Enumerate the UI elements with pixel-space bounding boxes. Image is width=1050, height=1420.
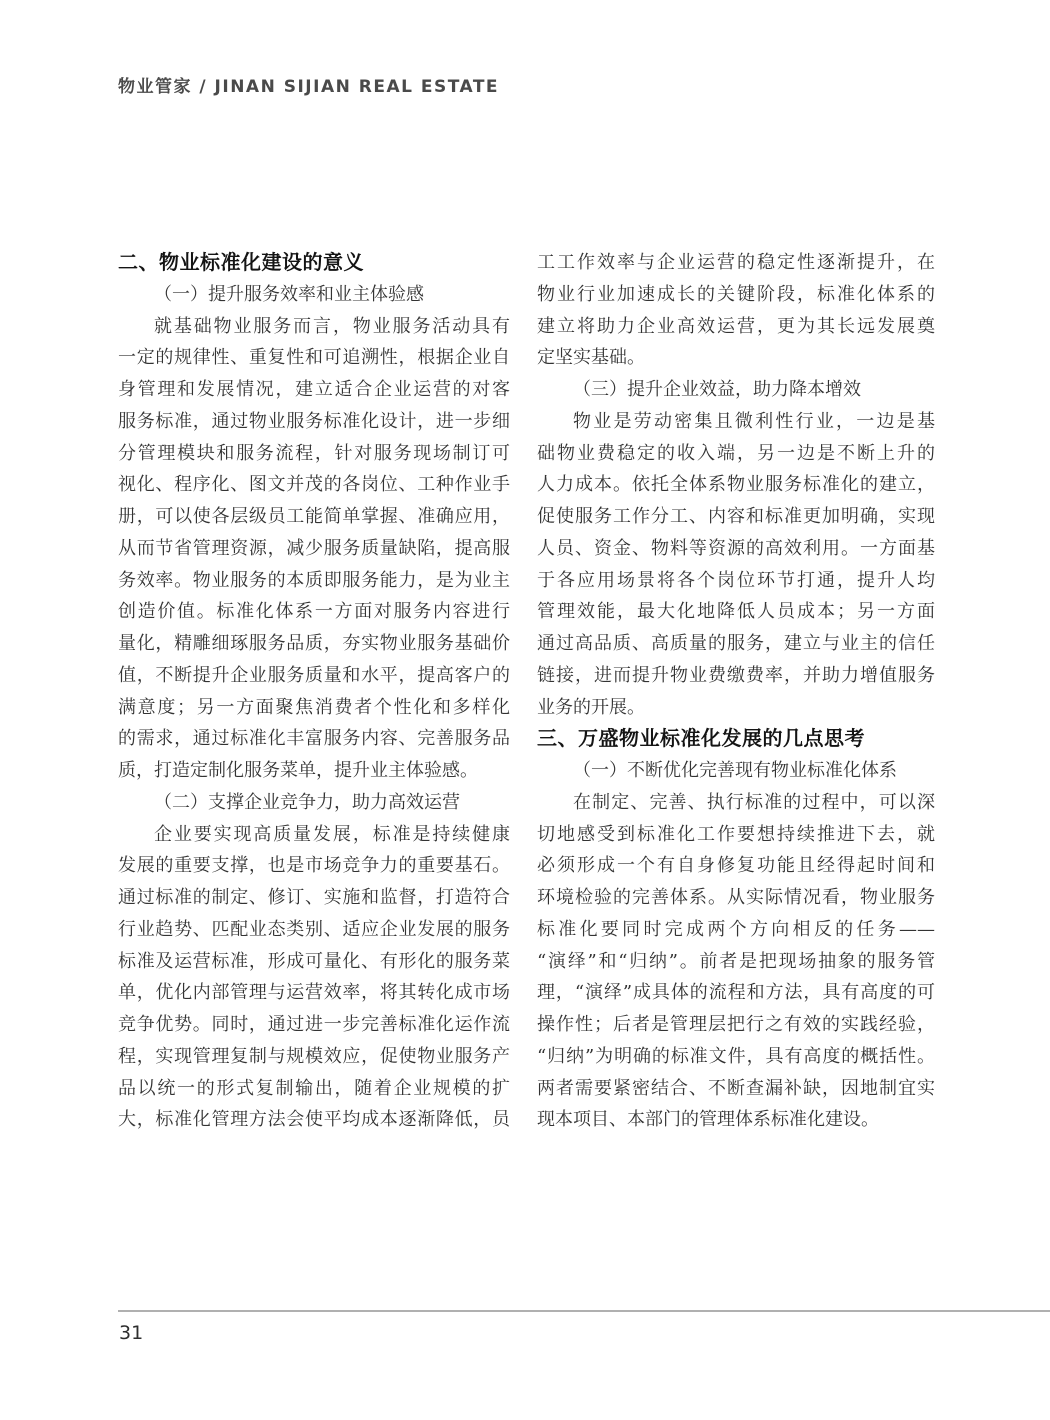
text-line: 切地感受到标准化工作要想持续推进下去，就	[537, 823, 935, 845]
text-line: 标准化要同时完成两个方向相反的任务——	[537, 918, 935, 940]
section-heading: 三、万盛物业标准化发展的几点思考	[537, 726, 865, 751]
text-line: 环境检验的完善体系。从实际情况看，物业服务	[537, 887, 935, 908]
text-line: 满意度；另一方面聚焦消费者个性化和多样化	[118, 696, 510, 718]
text-line: 两者需要紧密结合、不断查漏补缺，因地制宜实	[537, 1077, 935, 1099]
text-line: 就基础物业服务而言，物业服务活动具有	[154, 315, 510, 337]
text-line: （二）支撑企业竞争力，助力高效运营	[154, 791, 460, 813]
text-line: 标准及运营标准，形成可量化、有形化的服务菜	[118, 950, 510, 972]
text-line: 服务标准，通过物业服务标准化设计，进一步细	[118, 410, 510, 432]
text-line: 竞争优势。同时，通过进一步完善标准化运作流	[118, 1014, 510, 1035]
text-line: 础物业费稳定的收入端，另一边是不断上升的	[537, 442, 935, 464]
text-line: 行业趋势、匹配业态类别、适应企业发展的服务	[118, 918, 510, 940]
text-line: 现本项目、本部门的管理体系标准化建设。	[537, 1109, 879, 1131]
magazine-header: 物业管家 / JINAN SIJIAN REAL ESTATE	[118, 77, 500, 97]
text-line: 人员、资金、物料等资源的高效利用。一方面基	[537, 537, 935, 559]
text-line: 从而节省管理资源，减少服务质量缺陷，提高服	[118, 537, 510, 559]
text-line: 分管理模块和服务流程，针对服务现场制订可	[118, 442, 510, 464]
text-line: 品以统一的形式复制输出，随着企业规模的扩	[118, 1077, 510, 1099]
text-line: 必须形成一个有自身修复功能且经得起时间和	[537, 855, 935, 877]
text-line: “归纳”为明确的标准文件，具有高度的概括性。	[537, 1045, 935, 1067]
text-line: 链接，进而提升物业费缴费率，并助力增值服务	[537, 664, 935, 686]
page-number: 31	[119, 1322, 144, 1344]
text-line: 工工作效率与企业运营的稳定性逐渐提升，在	[537, 252, 935, 273]
text-line: 物业是劳动密集且微利性行业，一边是基	[573, 410, 935, 432]
text-line: “演绎”和“归纳”。前者是把现场抽象的服务管	[537, 950, 935, 972]
section-heading: 二、物业标准化建设的意义	[118, 250, 364, 274]
text-line: 视化、程序化、图文并茂的各岗位、工种作业手	[118, 474, 510, 496]
text-line: 的需求，通过标准化丰富服务内容、完善服务品	[118, 728, 510, 750]
text-line: （一）提升服务效率和业主体验感	[154, 283, 424, 305]
text-line: 创造价值。标准化体系一方面对服务内容进行	[118, 601, 510, 623]
text-line: 促使服务工作分工、内容和标准更加明确，实现	[537, 506, 935, 527]
text-line: 于各应用场景将各个岗位环节打通，提升人均	[537, 569, 935, 591]
text-line: 操作性；后者是管理层把行之有效的实践经验，	[537, 1014, 935, 1035]
footer-divider	[118, 1310, 1050, 1312]
text-line: 通过高品质、高质量的服务，建立与业主的信任	[537, 633, 935, 654]
text-line: （一）不断优化完善现有物业标准化体系	[573, 760, 897, 781]
text-line: 程，实现管理复制与规模效应，促使物业服务产	[118, 1045, 510, 1067]
text-line: 量化，精雕细琢服务品质，夯实物业服务基础价	[118, 633, 510, 654]
text-line: 大，标准化管理方法会使平均成本逐渐降低，员	[118, 1109, 510, 1131]
text-line: 务效率。物业服务的本质即服务能力，是为业主	[118, 569, 510, 591]
text-line: 通过标准的制定、修订、实施和监督，打造符合	[118, 887, 510, 908]
text-line: 物业行业加速成长的关键阶段，标准化体系的	[537, 283, 935, 305]
text-line: 在制定、完善、执行标准的过程中，可以深	[573, 791, 935, 813]
article-column-right	[537, 247, 935, 1136]
text-line: 发展的重要支撑，也是市场竞争力的重要基石。	[118, 855, 510, 877]
text-line: 质，打造定制化服务菜单，提升业主体验感。	[118, 760, 478, 781]
text-line: 理，“演绎”成具体的流程和方法，具有高度的可	[537, 982, 935, 1004]
text-line: 人力成本。依托全体系物业服务标准化的建立，	[537, 474, 935, 496]
text-line: （三）提升企业效益，助力降本增效	[573, 379, 861, 400]
text-line: 一定的规律性、重复性和可追溯性，根据企业自	[118, 347, 510, 369]
text-line: 建立将助力企业高效运营，更为其长远发展奠	[537, 315, 935, 337]
text-line: 身管理和发展情况，建立适合企业运营的对客	[118, 379, 510, 400]
text-line: 定坚实基础。	[537, 347, 645, 369]
article-column-left	[118, 247, 510, 1136]
text-line: 册，可以使各层级员工能简单掌握、准确应用，	[118, 506, 510, 527]
text-line: 管理效能，最大化地降低人员成本；另一方面	[537, 601, 935, 623]
text-line: 企业要实现高质量发展，标准是持续健康	[154, 823, 510, 845]
text-line: 业务的开展。	[537, 696, 645, 718]
text-line: 值，不断提升企业服务质量和水平，提高客户的	[118, 664, 510, 686]
text-line: 单，优化内部管理与运营效率，将其转化成市场	[118, 982, 510, 1004]
